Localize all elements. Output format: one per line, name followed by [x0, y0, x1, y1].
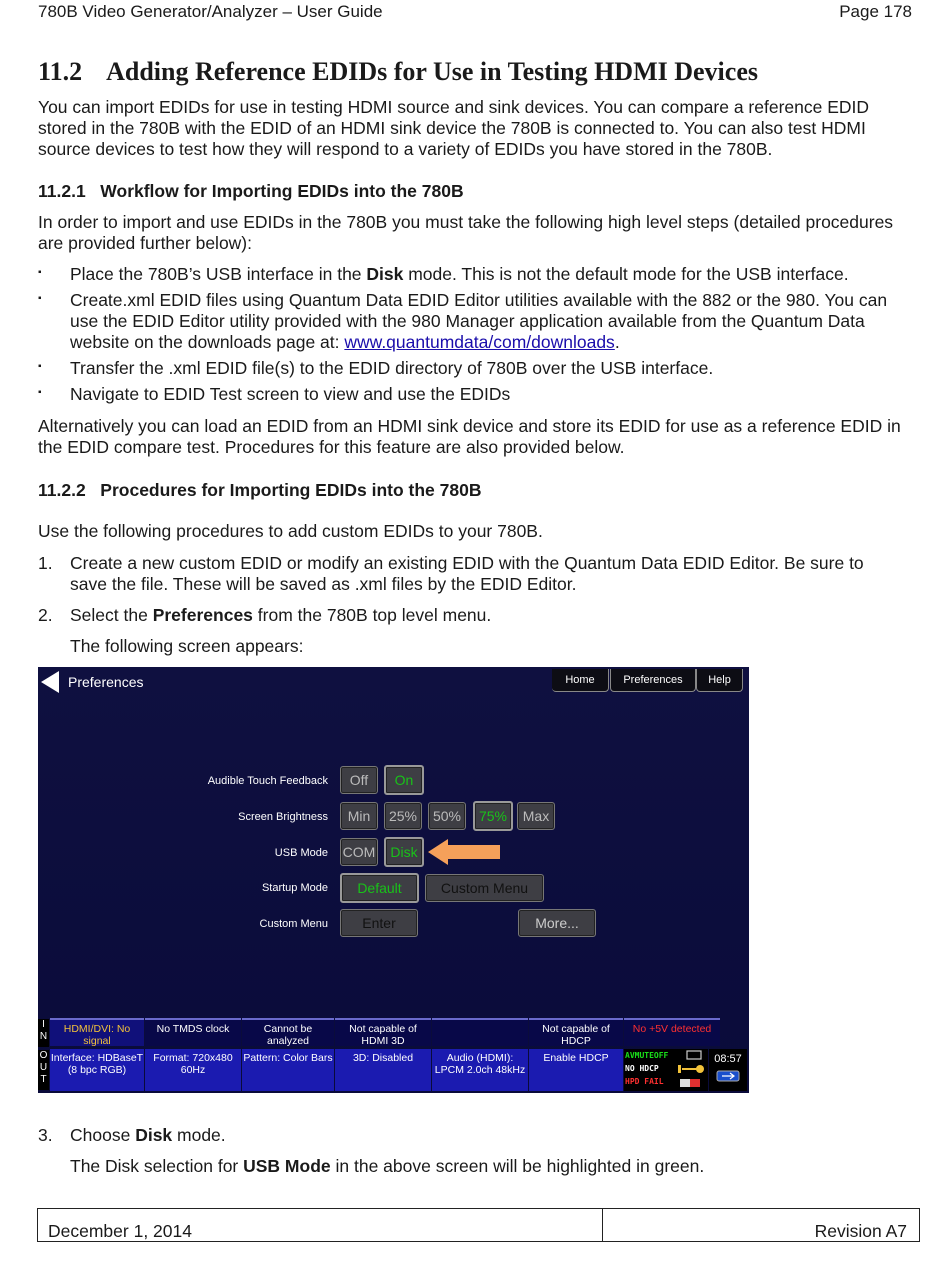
text-bold: Disk: [366, 264, 404, 284]
usb-mode-label: USB Mode: [274, 847, 328, 859]
text: N: [39, 1031, 48, 1042]
workflow-lead: [38, 212, 893, 254]
step-number: 3.: [38, 1125, 53, 1145]
clock: [709, 1049, 747, 1091]
bullet-icon: ▪: [38, 293, 42, 304]
text: Choose: [70, 1125, 136, 1145]
lead-line: are provided further below):: [38, 233, 252, 253]
intro-paragraph: [38, 97, 869, 160]
subsection-heading-workflow: [38, 181, 464, 202]
bullet-item-transfer: Transfer the .xml EDID file(s) to the EDID directory of 780B over the USB interface.: [70, 358, 714, 378]
out-label: [38, 1050, 49, 1090]
in-status-tmds[interactable]: No TMDS clock: [145, 1018, 241, 1046]
text: O: [39, 1050, 48, 1061]
text-bold: Preferences: [152, 605, 253, 625]
more-button[interactable]: More...: [518, 909, 596, 937]
text: in the above screen will be highlighted in green.: [330, 1156, 705, 1176]
usb-com-button[interactable]: COM: [340, 838, 378, 866]
text-bold: USB Mode: [243, 1156, 331, 1176]
subsection-title: Procedures for Importing EDIDs into the 780B: [100, 480, 482, 500]
subsection-title: Workflow for Importing EDIDs into the 780B: [100, 181, 464, 201]
text: USB interface in the: [205, 264, 367, 284]
intro-line: source devices to test how they will respond to a variety of EDIDs you have stored in the 780B.: [38, 139, 773, 159]
clock-time: 08:57: [714, 1053, 742, 1065]
step-number: 2.: [38, 605, 53, 625]
usb-icon: [716, 1070, 740, 1082]
touch-feedback-label: Audible Touch Feedback: [207, 775, 328, 787]
text: mode. This is not the default mode for the USB interface.: [403, 264, 849, 284]
footer-date: December 1, 2014: [48, 1221, 192, 1241]
hdcp-status: NO HDCP: [625, 1064, 659, 1073]
text: use the EDID Editor utility provided with the 980 Manager application available from the Quantum Data: [70, 311, 865, 331]
subsection-heading-procedures: [38, 480, 481, 501]
key-icon: [678, 1063, 706, 1075]
text: website on the downloads page at:: [70, 332, 345, 352]
status-indicators: [624, 1049, 708, 1091]
section-title: Adding Reference EDIDs for Use in Testing HDMI Devices: [106, 57, 758, 86]
step-3: [70, 1125, 920, 1146]
startup-mode-label: Startup Mode: [261, 882, 328, 894]
out-pattern[interactable]: Pattern: Color Bars: [242, 1049, 334, 1091]
touch-on-button[interactable]: On: [384, 765, 424, 795]
help-button[interactable]: Help: [696, 669, 743, 692]
text: Create.xml EDID files using Quantum Data EDID Editor utilities available with the 882 or the 980. You can: [70, 290, 888, 310]
in-status-empty[interactable]: [432, 1018, 528, 1046]
bullet-icon: ▪: [38, 387, 42, 398]
bullet-icon: ▪: [38, 267, 42, 278]
home-button[interactable]: Home: [552, 669, 609, 692]
text: .: [614, 332, 620, 352]
cable-icon: [680, 1077, 704, 1089]
text: the EDID compare test. Procedures for this feature are also provided below.: [38, 437, 625, 457]
pointer-arrow-icon: [428, 838, 502, 866]
brightness-max-button[interactable]: Max: [517, 802, 555, 830]
out-3d[interactable]: 3D: Disabled: [335, 1049, 431, 1091]
bullet-icon: ▪: [38, 361, 42, 372]
text: U: [39, 1062, 48, 1073]
out-enable-hdcp[interactable]: Enable HDCP: [529, 1049, 623, 1091]
brightness-min-button[interactable]: Min: [340, 802, 378, 830]
text: save the file. These will be saved as .xml files by the EDID Editor.: [70, 574, 577, 594]
in-label: [38, 1019, 49, 1047]
screen-title: Preferences: [68, 674, 144, 690]
preferences-nav-button[interactable]: Preferences: [610, 669, 696, 692]
out-interface[interactable]: Interface: HDBaseT (8 bpc RGB): [50, 1049, 144, 1091]
footer-divider: [602, 1209, 603, 1241]
text: Place the 780B’s: [70, 264, 206, 284]
bullet-item-create-xml: [70, 290, 920, 353]
brightness-label: Screen Brightness: [238, 811, 328, 823]
step-1: [70, 553, 920, 595]
text: Alternatively you can load an EDID from an HDMI sink device and store its EDID for use as a reference EDID in: [38, 416, 901, 436]
intro-line: You can import EDIDs for use in testing HDMI source and sink devices. You can compare a reference EDID: [38, 97, 870, 117]
bullet-item-navigate: Navigate to EDID Test screen to view and use the EDIDs: [70, 384, 511, 404]
avmute-status: AVMUTEOFF: [625, 1051, 669, 1060]
brightness-75-button[interactable]: 75%: [473, 801, 513, 831]
text: from the 780B top level menu.: [252, 605, 492, 625]
monitor-icon: [686, 1050, 704, 1061]
in-status-5v[interactable]: No +5V detected: [624, 1018, 720, 1046]
preferences-screen: [38, 667, 749, 1093]
touch-off-button[interactable]: Off: [340, 766, 378, 794]
text: mode.: [172, 1125, 226, 1145]
footer-revision: Revision A7: [814, 1221, 907, 1241]
custom-menu-enter-button[interactable]: Enter: [340, 909, 418, 937]
in-status-3d[interactable]: Not capable of HDMI 3D: [335, 1018, 431, 1046]
startup-default-button[interactable]: Default: [340, 873, 419, 903]
in-status-hdmi[interactable]: HDMI/DVI: No signal: [50, 1018, 144, 1046]
custom-menu-label: Custom Menu: [259, 918, 328, 930]
doc-header-title: 780B Video Generator/Analyzer – User Guide: [38, 2, 383, 21]
brightness-50-button[interactable]: 50%: [428, 802, 466, 830]
out-format[interactable]: Format: 720x480 60Hz: [145, 1049, 241, 1091]
back-arrow-icon[interactable]: [41, 671, 59, 693]
subsection-number: 11.2.2: [38, 480, 86, 500]
out-audio[interactable]: Audio (HDMI): LPCM 2.0ch 48kHz: [432, 1049, 528, 1091]
step-2: [70, 605, 920, 626]
downloads-link[interactable]: www.quantumdata/com/downloads: [344, 332, 615, 352]
subsection-number: 11.2.1: [38, 181, 86, 201]
text: Create a new custom EDID or modify an existing EDID with the Quantum Data EDID Editor. Be sure to: [70, 553, 864, 573]
text: The Disk selection for: [70, 1156, 244, 1176]
step-2-note: The following screen appears:: [70, 636, 304, 656]
hpd-status: HPD FAIL: [625, 1077, 664, 1086]
startup-custom-menu-button[interactable]: Custom Menu: [425, 874, 544, 902]
in-status-analyzed[interactable]: Cannot be analyzed: [242, 1018, 334, 1046]
bullet-item-usb-disk: [70, 264, 920, 285]
intro-line: stored in the 780B with the EDID of an HDMI sink device the 780B is connected to. You can also test HDMI: [38, 118, 866, 138]
step-3-note: [70, 1156, 920, 1177]
page-number: Page 178: [839, 2, 912, 21]
brightness-25-button[interactable]: 25%: [384, 802, 422, 830]
text: I: [42, 1019, 45, 1030]
usb-disk-button[interactable]: Disk: [384, 837, 424, 867]
text-bold: Disk: [135, 1125, 173, 1145]
alternative-paragraph: [38, 416, 901, 458]
in-status-hdcp[interactable]: Not capable of HDCP: [529, 1018, 623, 1046]
lead-line: In order to import and use EDIDs in the 780B you must take the following high level steps (detailed procedures: [38, 212, 894, 232]
section-number: 11.2: [38, 57, 83, 86]
section-heading: [38, 57, 758, 87]
procedures-lead: Use the following procedures to add custom EDIDs to your 780B.: [38, 521, 543, 541]
text: Select the: [70, 605, 153, 625]
text: T: [40, 1074, 47, 1085]
footer: [37, 1208, 920, 1242]
step-number: 1.: [38, 553, 53, 573]
